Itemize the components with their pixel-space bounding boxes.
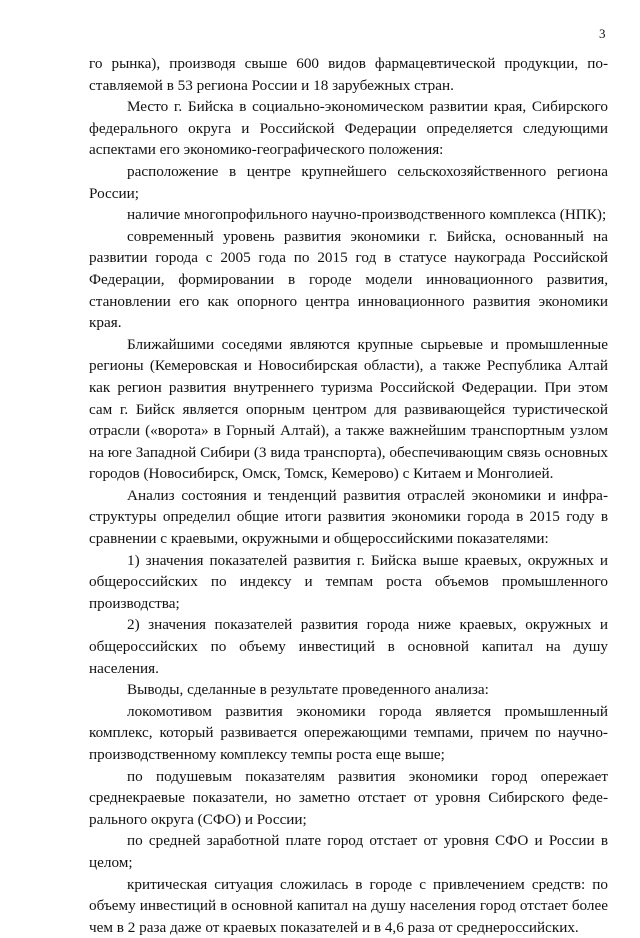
paragraph-location: Место г. Бийска в социально-экономическом развитии края, Сибирского федерального округа и Российской Федерации определяется следующими аспектами его экономико-географического положения: xyxy=(89,98,608,159)
paragraph-result-2: 2) значения показателей развития города ниже краевых, окружных и общероссийских по объему инвестиций в основной капитал на душу населения. xyxy=(89,616,608,677)
page-body xyxy=(89,53,608,938)
paragraph-continuation: го рынка), производя свыше 600 видов фармацевтической продукции, поставляемой в 53 региона России и 18 зарубежных стран. xyxy=(89,55,608,94)
paragraph-aspect-science-city: современный уровень развития экономики г. Бийска, основанный на развитии города с 2005 года по 2015 год в статусе наукограда Российской Федерации, формировании в городе модели инновационного развития, становлении его как опорного центра инновационного развития экономики края. xyxy=(89,227,608,332)
paragraph-aspect-center: расположение в центре крупнейшего сельскохозяйственного региона России; xyxy=(89,162,608,202)
paragraph-aspect-npk: наличие многопрофильного научно-производственного комплекса (НПК); xyxy=(127,206,607,224)
paragraph-conclusions-heading: Выводы, сделанные в результате проведенного анализа: xyxy=(127,681,489,699)
paragraph-conclusion-investment: критическая ситуация сложилась в городе с привлечением средств: по объему инвестиций в основной капитал на душу населения город отстает более чем в 2 раза даже от краевых показателей и в 4,6 раза от среднероссийских. xyxy=(89,875,608,936)
paragraph-analysis: Анализ состояния и тенденций развития отраслей экономики и инфраструктуры определил общие итоги развития экономики города в 2015 году в сравнении с краевыми, окружными и общероссийскими показателями: xyxy=(89,486,608,548)
paragraph-conclusion-salary: по средней заработной плате город отстает от уровня СФО и России в целом; xyxy=(89,832,608,871)
paragraph-conclusion-industry: локомотивом развития экономики города является промышленный комплекс, который развивается опережающими темпами, причем по научно-производственному комплексу темпы роста еще выше; xyxy=(89,702,608,763)
paragraph-result-1: 1) значения показателей развития г. Бийска выше краевых, окружных и общероссийских по индексу и темпам роста объемов промышленного производства; xyxy=(89,551,608,612)
paragraph-neighbors: Ближайшими соседями являются крупные сырьевые и промышленные регионы (Кемеровская и Новосибирская области), а также Республика Алтай как регион развития внутреннего туризма Российской Федерации. При этом сам г. Бийск является опорным центром для развивающейся туристической отрасли («ворота» в Горный Алтай), а также важнейшим транспортным узлом на юге Западной Сибири (3 вида транспорта), обеспечивающим связь основных городов (Новосибирск, Омск, Томск, Кемерово) с Китаем и Монголией. xyxy=(89,335,608,483)
paragraph-conclusion-per-capita: по подушевым показателям развития экономики город опережает среднекраевые показатели, но заметно отстает от уровня Сибирского федерального округа (СФО) и России; xyxy=(89,767,608,828)
page-number: 3 xyxy=(599,26,606,41)
